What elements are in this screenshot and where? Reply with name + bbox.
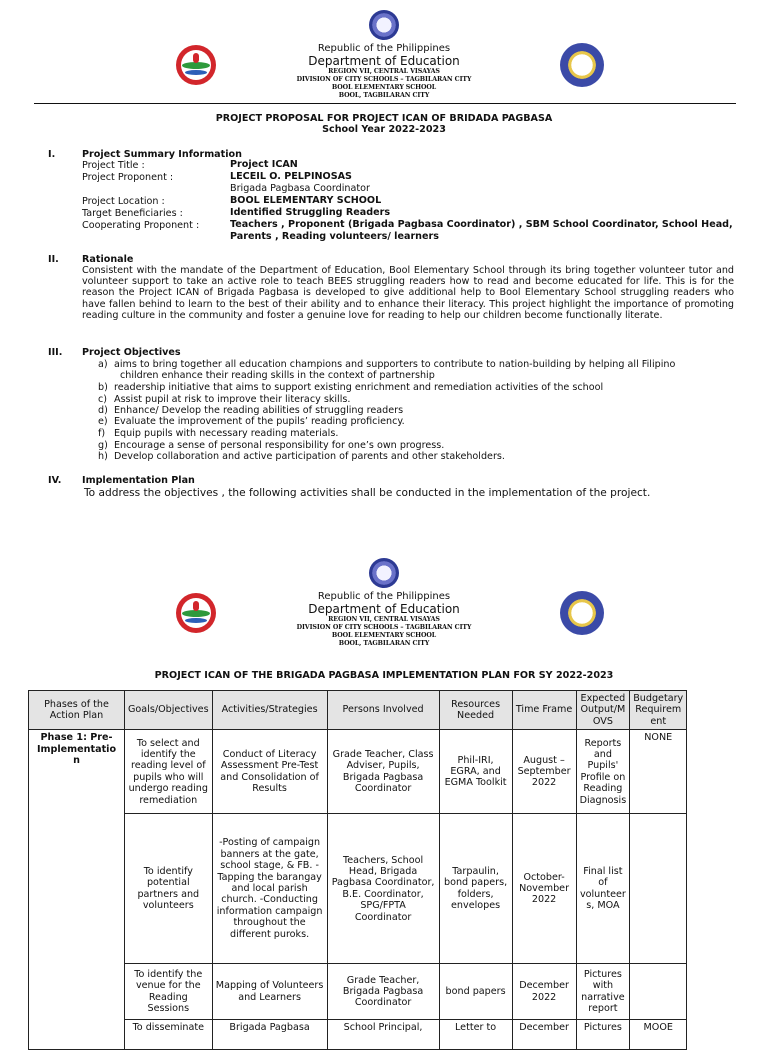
project-location-label: Project Location :	[82, 196, 165, 207]
objective-item	[98, 359, 734, 381]
project-title-value: Project ICAN	[230, 159, 298, 170]
table-cell: To identify potential partners and volunteers	[125, 814, 213, 964]
table-cell: Pictures with narrative report	[576, 964, 630, 1020]
table-cell: -Posting of campaign banners at the gate, school stage, & FB. -Tapping the barangay and local parish church. -Conducting information campaign throughout the different puroks.	[212, 814, 327, 964]
table-cell: School Principal,	[327, 1020, 439, 1050]
header-region: REGION VII, CENTRAL VISAYAS	[328, 68, 440, 75]
objective-mark: c)	[98, 394, 108, 405]
table-cell	[630, 814, 687, 964]
objective-mark: g)	[98, 440, 108, 451]
table-cell: December 2022	[512, 964, 576, 1020]
objective-text: aims to bring together all education champions and supporters to contribute to nation-building by helping all Filipino	[114, 359, 676, 370]
table-cell: Brigada Pagbasa	[212, 1020, 327, 1050]
header-school: BOOL ELEMENTARY SCHOOL	[331, 84, 437, 91]
table-cell: Teachers, School Head, Brigada Pagbasa Coordinator, B.E. Coordinator, SPG/FPTA Coordinator	[327, 814, 439, 964]
philippine-seal-icon	[369, 558, 399, 588]
objective-text-continued: children enhance their reading skills in the context of partnership	[120, 370, 435, 382]
header-divider	[34, 103, 736, 104]
header-region: REGION VII, CENTRAL VISAYAS	[328, 616, 440, 623]
table-cell: December	[512, 1020, 576, 1050]
table-header-row	[29, 691, 687, 730]
objective-item	[98, 382, 734, 393]
target-beneficiaries-value: Identified Struggling Readers	[230, 207, 391, 218]
table-header-cell: Persons Involved	[327, 691, 439, 730]
section-2-heading: Rationale	[82, 254, 134, 265]
table-cell: To disseminate	[125, 1020, 213, 1050]
brigada-logo-icon	[176, 593, 216, 633]
table-cell: Phil-IRI, EGRA, and EGMA Toolkit	[439, 730, 512, 814]
objective-text: Equip pupils with necessary reading materials.	[114, 428, 339, 439]
objective-text: Evaluate the improvement of the pupils’ reading proficiency.	[114, 416, 405, 427]
table-header-cell: Goals/Objectives	[125, 691, 213, 730]
table-cell: Grade Teacher, Class Adviser, Pupils, Brigada Pagbasa Coordinator	[327, 730, 439, 814]
objective-item	[98, 405, 734, 416]
objective-item	[98, 416, 734, 427]
objective-item	[98, 440, 734, 451]
header-division: DIVISION OF CITY SCHOOLS – TAGBILARAN CITY	[296, 76, 472, 83]
table-row	[29, 964, 687, 1020]
implementation-text: To address the objectives , the following activities shall be conducted in the implementation of the project.	[84, 487, 651, 499]
proposal-title: PROJECT PROPOSAL FOR PROJECT ICAN OF BRIDADA PAGBASA	[215, 113, 553, 124]
school-year: School Year 2022-2023	[322, 124, 446, 135]
objective-mark: h)	[98, 451, 108, 462]
table-row	[29, 730, 687, 814]
table-cell: Reports and Pupils' Profile on Reading Diagnosis	[576, 730, 630, 814]
table-header-cell: Activities/Strategies	[212, 691, 327, 730]
letterhead	[0, 0, 768, 100]
objective-text: Assist pupil at risk to improve their literacy skills.	[114, 394, 351, 405]
table-row	[29, 1020, 687, 1050]
table-header-cell: Phases of the Action Plan	[29, 691, 125, 730]
objective-item	[98, 394, 734, 405]
objective-text: readership initiative that aims to support existing enrichment and remediation activities of the school	[114, 382, 604, 393]
table-header-cell: Time Frame	[512, 691, 576, 730]
table-cell: Mapping of Volunteers and Learners	[212, 964, 327, 1020]
table-cell: To identify the venue for the Reading Sessions	[125, 964, 213, 1020]
objective-text: Enhance/ Develop the reading abilities of struggling readers	[114, 405, 404, 416]
project-proponent-value: LECEIL O. PELPINOSAS	[230, 171, 352, 182]
table-cell: Grade Teacher, Brigada Pagbasa Coordinator	[327, 964, 439, 1020]
rationale-paragraph: Consistent with the mandate of the Department of Education, Bool Elementary School through its bring together volunteer tutor and volunteer support to take an active role to teach BEES struggling readers how to read and become educated for life. This is for the reason the Project ICAN of Brigada Pagbasa is developed to give additional help to Bool Elementary School struggling readers who have fallen behind to learn to the best of their ability and to enhance their literacy. This project highlight the importance of promoting reading culture in the community and foster a genuine love for reading to help our children become functionally literate.	[82, 265, 734, 321]
objective-mark: e)	[98, 416, 108, 427]
objective-mark: d)	[98, 405, 108, 416]
table-cell: bond papers	[439, 964, 512, 1020]
section-4-number: IV.	[48, 475, 62, 486]
table-cell: August – September 2022	[512, 730, 576, 814]
table-cell: Letter to	[439, 1020, 512, 1050]
cooperating-proponent-label: Cooperating Proponent :	[82, 220, 200, 231]
section-4-heading: Implementation Plan	[82, 475, 195, 486]
table-cell: Tarpaulin, bond papers, folders, envelopes	[439, 814, 512, 964]
project-proponent-label: Project Proponent :	[82, 172, 174, 183]
objective-item	[98, 428, 734, 439]
brigada-logo-icon	[176, 45, 216, 85]
header-division: DIVISION OF CITY SCHOOLS – TAGBILARAN CITY	[296, 624, 472, 631]
project-proponent-role: Brigada Pagbasa Coordinator	[230, 183, 370, 194]
deped-seal-icon	[560, 43, 604, 87]
implementation-plan-title: PROJECT ICAN OF THE BRIGADA PAGBASA IMPLEMENTATION PLAN FOR SY 2022-2023	[154, 670, 614, 681]
document-page-2	[0, 548, 768, 1034]
objective-text: Encourage a sense of personal responsibility for one’s own progress.	[114, 440, 445, 451]
section-1-number: I.	[48, 149, 56, 160]
section-3-heading: Project Objectives	[82, 347, 181, 358]
section-2-number: II.	[48, 254, 59, 265]
objective-mark: f)	[98, 428, 106, 439]
table-cell: NONE	[630, 730, 687, 814]
table-cell: Pictures	[576, 1020, 630, 1050]
table-cell: MOOE	[630, 1020, 687, 1050]
phase-cell: Phase 1: Pre-Implementatio n	[29, 730, 125, 1050]
header-republic: Republic of the Philippines	[317, 43, 451, 54]
cooperating-proponent-value: Teachers , Proponent (Brigada Pagbasa Coordinator) , SBM School Coordinator, School Head, Parents , Reading volunteers/ learners	[230, 219, 733, 242]
section-1-heading: Project Summary Information	[82, 149, 242, 160]
letterhead	[0, 548, 768, 648]
philippine-seal-icon	[369, 10, 399, 40]
table-cell: October-November 2022	[512, 814, 576, 964]
table-header-cell: Expected Output/M OVS	[576, 691, 630, 730]
table-header-cell: Budgetary Requirem ent	[630, 691, 687, 730]
table-cell: Final list of volunteer s, MOA	[576, 814, 630, 964]
table-cell	[630, 964, 687, 1020]
header-address: BOOL, TAGBILARAN CITY	[338, 640, 430, 647]
header-department: Department of Education	[308, 54, 460, 68]
target-beneficiaries-label: Target Beneficiaries :	[82, 208, 183, 219]
table-row	[29, 814, 687, 964]
project-title-label: Project Title :	[82, 160, 145, 171]
deped-seal-icon	[560, 591, 604, 635]
header-address: BOOL, TAGBILARAN CITY	[338, 92, 430, 99]
table-cell: Conduct of Literacy Assessment Pre-Test and Consolidation of Results	[212, 730, 327, 814]
objective-item	[98, 451, 734, 462]
objective-mark: a)	[98, 359, 108, 370]
header-school: BOOL ELEMENTARY SCHOOL	[331, 632, 437, 639]
section-3-number: III.	[48, 347, 63, 358]
objective-mark: b)	[98, 382, 108, 393]
project-location-value: BOOL ELEMENTARY SCHOOL	[230, 195, 382, 206]
implementation-plan-table	[28, 690, 687, 1050]
table-cell: To select and identify the reading level of pupils who will undergo reading remediation	[125, 730, 213, 814]
header-department: Department of Education	[308, 602, 460, 616]
objective-text: Develop collaboration and active participation of parents and other stakeholders.	[114, 451, 505, 462]
header-republic: Republic of the Philippines	[317, 591, 451, 602]
table-header-cell: Resources Needed	[439, 691, 512, 730]
